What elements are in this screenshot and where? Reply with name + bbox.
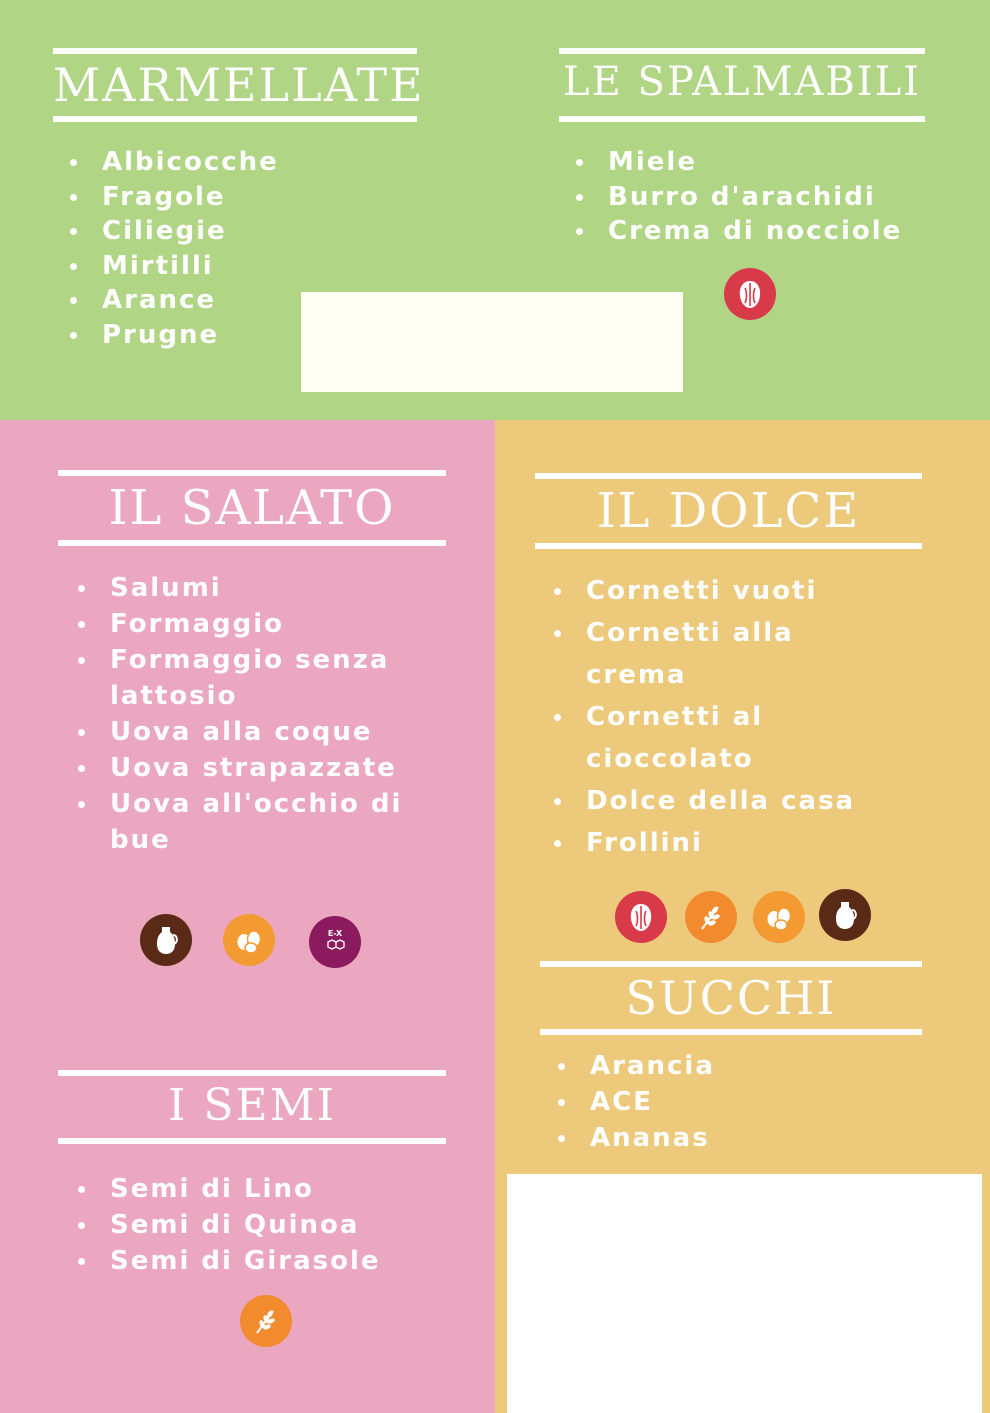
gluten-allergen-icon	[685, 891, 737, 943]
spalmabili-title: LE SPALMABILI	[563, 59, 921, 105]
marmellate-list-item: Fragole	[68, 180, 279, 215]
blank-box-bottom	[507, 1174, 982, 1413]
salato-list-item: Uova alla coque	[76, 714, 436, 750]
salato-rule-top	[58, 470, 446, 476]
dolce-list-item: Cornetti alla crema	[552, 612, 882, 696]
marmellate-rule-top	[53, 48, 417, 54]
marmellate-list-item: Ciliegie	[68, 214, 279, 249]
svg-text:E-X: E-X	[327, 929, 343, 938]
gluten-allergen-icon	[240, 1295, 292, 1347]
succhi-rule-bottom	[540, 1029, 922, 1035]
succhi-rule-top	[540, 961, 922, 967]
spalmabili-list-item: Burro d'arachidi	[574, 180, 902, 215]
marmellate-list-item: Prugne	[68, 318, 279, 353]
nut-allergen-icon	[615, 891, 667, 943]
spalmabili-rule-bottom	[559, 116, 925, 122]
semi-title: I SEMI	[167, 1080, 337, 1131]
salato-list-item: Formaggio	[76, 606, 436, 642]
milk-allergen-icon	[819, 889, 871, 941]
dolce-rule-bottom	[535, 543, 922, 549]
dolce-list-item: Dolce della casa	[552, 780, 882, 822]
milk-allergen-icon	[140, 914, 192, 966]
dolce-title: IL DOLCE	[596, 483, 861, 539]
semi-rule-bottom	[58, 1138, 446, 1144]
succhi-title: SUCCHI	[625, 971, 837, 1025]
marmellate-list-item: Albicocche	[68, 145, 279, 180]
egg-allergen-icon	[223, 914, 275, 966]
semi-list-item: Semi di Lino	[76, 1171, 381, 1207]
salato-list-item: Formaggio senza lattosio	[76, 642, 436, 714]
salato-list-item: Uova strapazzate	[76, 750, 436, 786]
marmellate-title: MARMELLATE	[53, 58, 425, 112]
spalmabili-list	[574, 145, 902, 249]
semi-list-item: Semi di Quinoa	[76, 1207, 381, 1243]
dolce-list	[552, 570, 882, 864]
salato-list	[76, 570, 436, 858]
marmellate-rule-bottom	[53, 116, 417, 122]
succhi-list-item: Arancia	[556, 1048, 715, 1084]
marmellate-list	[68, 145, 279, 352]
blank-box-top	[301, 292, 683, 392]
spalmabili-list-item: Miele	[574, 145, 902, 180]
salato-list-item: Uova all'occhio di bue	[76, 786, 436, 858]
salato-title: IL SALATO	[108, 480, 396, 536]
dolce-list-item: Cornetti al cioccolato	[552, 696, 882, 780]
salato-rule-bottom	[58, 540, 446, 546]
succhi-list-item: Ananas	[556, 1120, 715, 1156]
semi-list	[76, 1171, 381, 1279]
egg-allergen-icon	[753, 891, 805, 943]
marmellate-list-item: Arance	[68, 283, 279, 318]
dolce-list-item: Cornetti vuoti	[552, 570, 882, 612]
succhi-list-item: ACE	[556, 1084, 715, 1120]
spalmabili-list-item: Crema di nocciole	[574, 214, 902, 249]
additive-allergen-icon	[309, 916, 361, 968]
succhi-list	[556, 1048, 715, 1156]
spalmabili-rule-top	[559, 48, 925, 54]
dolce-rule-top	[535, 473, 922, 479]
semi-rule-top	[58, 1070, 446, 1076]
dolce-list-item: Frollini	[552, 822, 882, 864]
salato-list-item: Salumi	[76, 570, 436, 606]
marmellate-list-item: Mirtilli	[68, 249, 279, 284]
semi-list-item: Semi di Girasole	[76, 1243, 381, 1279]
nut-allergen-icon	[724, 268, 776, 320]
